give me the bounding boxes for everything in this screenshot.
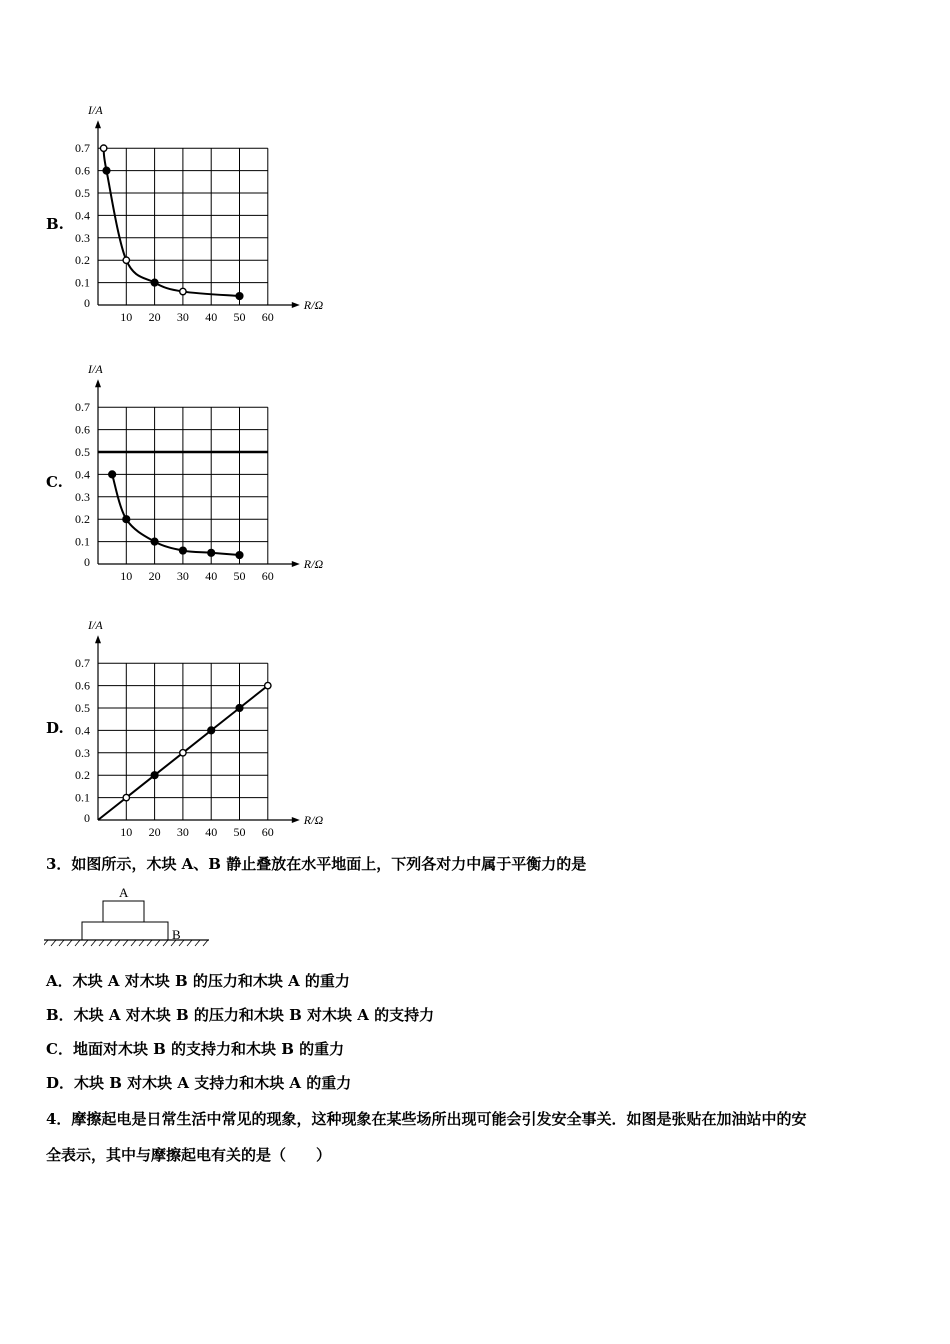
y-tick-label: 0 [84, 811, 90, 825]
hatch-mark [123, 940, 128, 946]
x-axis-label: R/Ω [303, 557, 324, 571]
x-tick-label: 30 [176, 310, 189, 324]
block-b [82, 922, 168, 940]
q3-option-c: C．地面对木块 B 的支持力和木块 B 的重力 [46, 1040, 345, 1058]
data-point [236, 293, 243, 300]
y-axis-arrow [95, 635, 101, 643]
y-tick-label: 0.7 [75, 656, 90, 671]
data-point [123, 516, 130, 523]
x-tick-label: 40 [205, 569, 218, 583]
block-a [103, 901, 144, 922]
data-point [180, 750, 186, 756]
y-tick-label: 0.6 [75, 422, 90, 437]
y-tick-label: 0.2 [75, 768, 90, 783]
graph-option-b [70, 95, 370, 330]
y-tick-label: 0 [84, 555, 90, 569]
question-4-line-1: 4．摩擦起电是日常生活中常见的现象，这种现象在某些场所出现可能会引发安全事关．如图是张贴在加油站中的安 [46, 1110, 807, 1128]
data-point [208, 549, 215, 556]
y-axis-label: I/A [88, 362, 103, 377]
x-tick-label: 20 [148, 825, 161, 839]
y-tick-label: 0.7 [75, 141, 90, 156]
hatch-mark [44, 940, 48, 946]
x-tick-label: 10 [120, 310, 133, 324]
x-axis-arrow [292, 817, 300, 823]
x-tick-label: 30 [176, 825, 189, 839]
x-axis-label: R/Ω [303, 298, 324, 312]
y-tick-label: 0.2 [75, 512, 90, 527]
data-point [180, 547, 187, 554]
y-tick-label: 0.1 [75, 790, 90, 805]
y-tick-label: 0.4 [75, 467, 90, 482]
y-tick-label: 0.1 [75, 275, 90, 290]
option-b-label: B. [46, 215, 64, 233]
hatch-mark [163, 940, 168, 946]
x-tick-label: 20 [148, 310, 161, 324]
hatch-mark [203, 940, 208, 946]
hatch-mark [187, 940, 192, 946]
y-tick-label: 0.2 [75, 253, 90, 268]
hatch-mark [139, 940, 144, 946]
hatch-mark [67, 940, 72, 946]
x-tick-label: 60 [261, 569, 274, 583]
y-tick-label: 0.6 [75, 163, 90, 178]
y-axis-label: I/A [88, 103, 103, 118]
data-point [103, 167, 110, 174]
x-tick-label: 50 [233, 310, 246, 324]
data-point [151, 538, 158, 545]
y-tick-label: 0.6 [75, 678, 90, 693]
y-tick-label: 0.5 [75, 445, 90, 459]
hatch-mark [107, 940, 112, 946]
data-point [208, 727, 215, 734]
graph-option-d [70, 610, 370, 845]
y-tick-label: 0.1 [75, 534, 90, 549]
grid [98, 407, 268, 564]
y-tick-label: 0.4 [75, 208, 90, 223]
y-axis-arrow [95, 379, 101, 387]
hatch-mark [51, 940, 56, 946]
data-curve [112, 474, 239, 555]
x-tick-label: 10 [120, 825, 133, 839]
question-4-line-2: 全表示，其中与摩擦起电有关的是（ ） [46, 1146, 332, 1164]
y-tick-label: 0.3 [75, 230, 90, 245]
hatch-mark [75, 940, 80, 946]
q3-option-d: D．木块 B 对木块 A 支持力和木块 A 的重力 [46, 1074, 352, 1092]
data-point [180, 288, 186, 294]
hatch-mark [91, 940, 96, 946]
x-tick-label: 20 [148, 569, 161, 583]
q3-option-b: B．木块 A 对木块 B 的压力和木块 B 对木块 A 的支持力 [46, 1006, 435, 1024]
x-tick-label: 40 [205, 825, 218, 839]
data-point [100, 145, 106, 151]
data-point [236, 552, 243, 559]
question-3-text: 3．如图所示，木块 A、B 静止叠放在水平地面上，下列各对力中属于平衡力的是 [46, 855, 587, 873]
x-tick-label: 50 [233, 569, 246, 583]
block-b-label: B [172, 927, 181, 942]
block-a-label: A [119, 885, 129, 900]
ground-hatching [44, 940, 208, 946]
hatch-mark [155, 940, 160, 946]
data-point [151, 279, 158, 286]
y-tick-label: 0.7 [75, 400, 90, 415]
hatch-mark [195, 940, 200, 946]
x-axis-arrow [292, 302, 300, 308]
hatch-mark [115, 940, 120, 946]
x-tick-label: 30 [176, 569, 189, 583]
x-tick-label: 40 [205, 310, 218, 324]
hatch-mark [131, 940, 136, 946]
hatch-mark [147, 940, 152, 946]
y-tick-label: 0.3 [75, 745, 90, 760]
blocks-figure [44, 883, 214, 949]
hatch-mark [99, 940, 104, 946]
y-tick-label: 0.3 [75, 489, 90, 504]
x-tick-label: 10 [120, 569, 133, 583]
x-tick-label: 60 [261, 825, 274, 839]
x-axis-label: R/Ω [303, 813, 324, 827]
x-tick-label: 60 [261, 310, 274, 324]
hatch-mark [59, 940, 64, 946]
x-tick-label: 50 [233, 825, 246, 839]
q3-option-a: A．木块 A 对木块 B 的压力和木块 A 的重力 [46, 972, 350, 990]
data-point [265, 682, 271, 688]
data-point [236, 705, 243, 712]
data-point [123, 257, 129, 263]
x-axis-arrow [292, 561, 300, 567]
data-point [109, 471, 116, 478]
y-tick-label: 0.4 [75, 723, 90, 738]
y-tick-label: 0.5 [75, 186, 90, 200]
data-point [151, 772, 158, 779]
option-d-label: D. [46, 719, 64, 737]
y-tick-label: 0 [84, 296, 90, 310]
y-axis-label: I/A [88, 618, 103, 633]
graph-option-c [70, 354, 370, 589]
y-axis-arrow [95, 120, 101, 128]
data-point [123, 794, 129, 800]
option-c-label: C. [46, 473, 63, 491]
grid [98, 148, 268, 305]
y-tick-label: 0.5 [75, 701, 90, 715]
hatch-mark [83, 940, 88, 946]
